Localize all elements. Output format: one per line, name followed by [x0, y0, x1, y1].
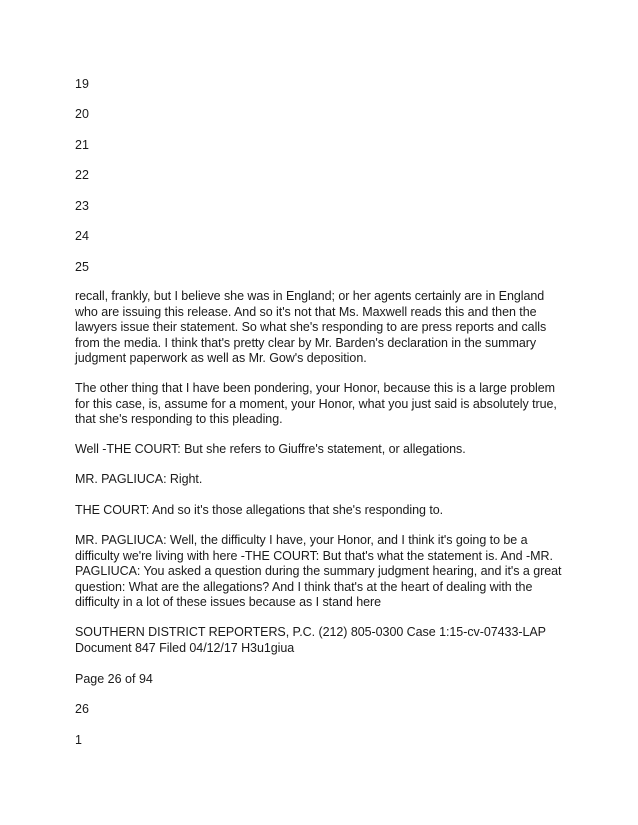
line-number: 24: [75, 229, 89, 243]
line-number: 23: [75, 199, 89, 213]
line-number: 21: [75, 138, 89, 152]
page-number: 26: [75, 702, 89, 716]
line-number: 19: [75, 77, 89, 91]
reporter-footer: SOUTHERN DISTRICT REPORTERS, P.C. (212) 805-0300 Case 1:15-cv-07433-LAP Document 847 Filed 04/12/17 H3u1giua: [75, 625, 546, 655]
line-number: 25: [75, 260, 89, 274]
page-of-label: Page 26 of 94: [75, 672, 153, 686]
line-number: 22: [75, 168, 89, 182]
transcript-paragraph: MR. PAGLIUCA: Right.: [75, 472, 203, 486]
transcript-paragraph: The other thing that I have been pondering, your Honor, because this is a large problem for this case, is, assume for a moment, your Honor, what you just said is absolutely true, that she's responding to this pleading.: [75, 381, 557, 427]
transcript-paragraph: Well -THE COURT: But she refers to Giuffre's statement, or allegations.: [75, 442, 466, 456]
line-number: 1: [75, 733, 82, 747]
transcript-paragraph: MR. PAGLIUCA: Well, the difficulty I have, your Honor, and I think it's going to be a difficulty we're living with here -THE COURT: But that's what the statement is. And -MR. PAGLIUCA: You asked a question during the summary judgment hearing, and it's a great question: What are the allegations? And I think that's at the heart of dealing with the difficulty in a lot of these issues because as I stand here: [75, 533, 562, 610]
line-number: 20: [75, 107, 89, 121]
transcript-paragraph: THE COURT: And so it's those allegations that she's responding to.: [75, 503, 444, 517]
transcript-paragraph: recall, frankly, but I believe she was in England; or her agents certainly are in England who are issuing this release. And so it's not that Ms. Maxwell reads this and then the lawyers issue their statement. So what she's responding to are press reports and calls from the media. I think that's pretty clear by Mr. Barden's declaration in the summary judgment paperwork as well as Mr. Gow's deposition.: [75, 289, 547, 366]
